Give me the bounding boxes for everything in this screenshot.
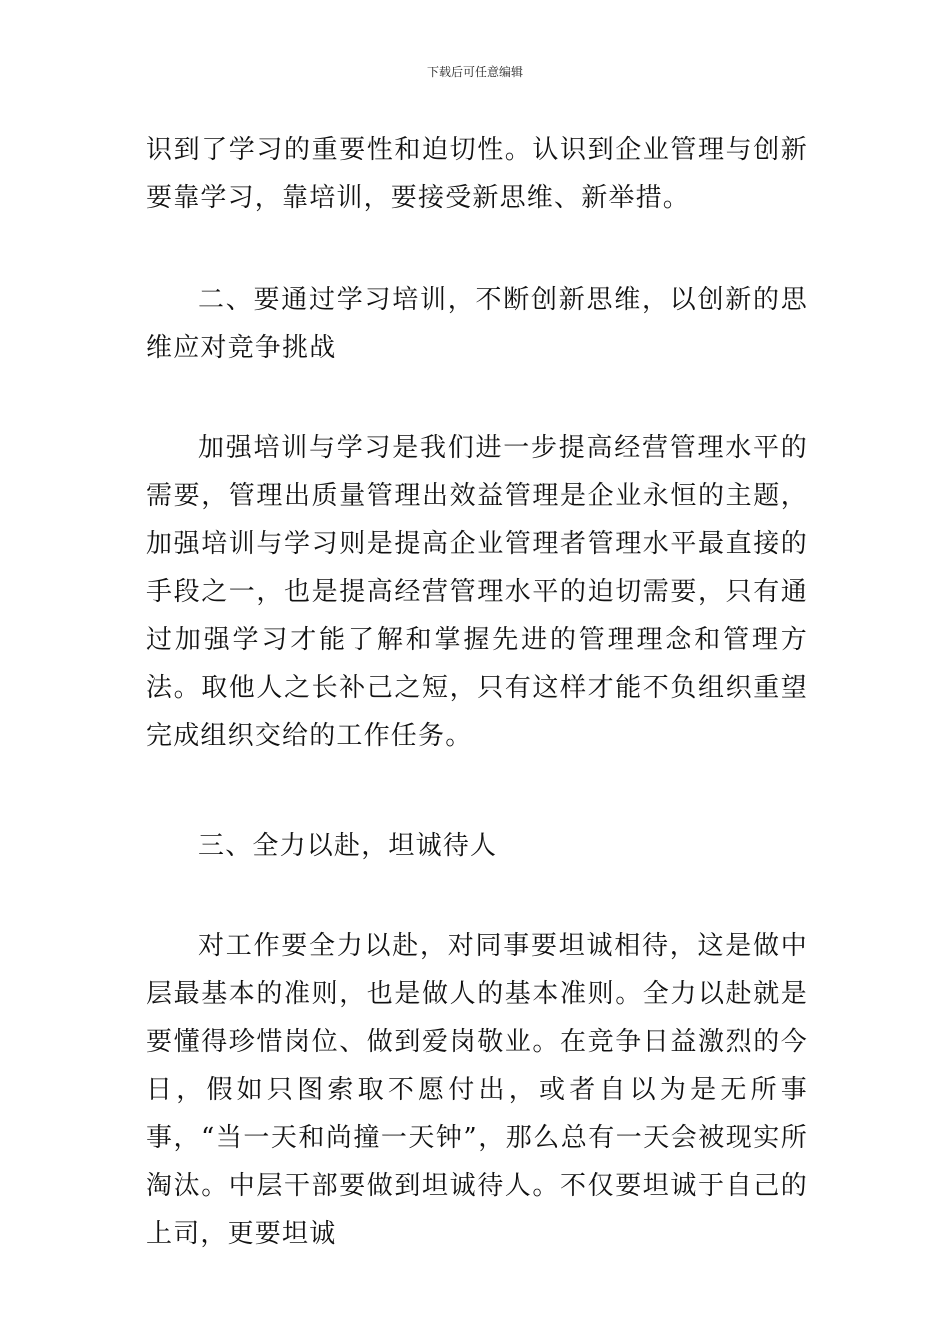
section-heading-2: 二、要通过学习培训，不断创新思维，以创新的思维应对竞争挑战: [146, 285, 808, 363]
paragraph-continuation: 识到了学习的重要性和迫切性。认识到企业管理与创新要靠学习，靠培训，要接受新思维、新举措。: [146, 135, 808, 213]
paragraph-training: 加强培训与学习是我们进一步提高经营管理水平的需要，管理出质量管理出效益管理是企业永恒的主题，加强培训与学习则是提高企业管理者管理水平最直接的手段之一，也是提高经营管理水平的迫切需要，只有通过加强学习才能了解和掌握先进的管理理念和管理方法。取他人之长补己之短，只有这样才能不负组织重望完成组织交给的工作任务。: [146, 433, 808, 751]
paragraph-work-attitude: 对工作要全力以赴，对同事要坦诚相待，这是做中层最基本的准则，也是做人的基本准则。全力以赴就是要懂得珍惜岗位、做到爱岗敬业。在竞争日益激烈的今日，假如只图索取不愿付出，或者自以为是无所事事，“当一天和尚撞一天钟”，那么总有一天会被现实所淘汰。中层干部要做到坦诚待人。不仅要坦诚于自己的上司，更要坦诚: [146, 931, 808, 1249]
section-heading-3: 三、全力以赴，坦诚待人: [198, 831, 498, 861]
page-header: 下载后可任意编辑: [426, 65, 523, 79]
